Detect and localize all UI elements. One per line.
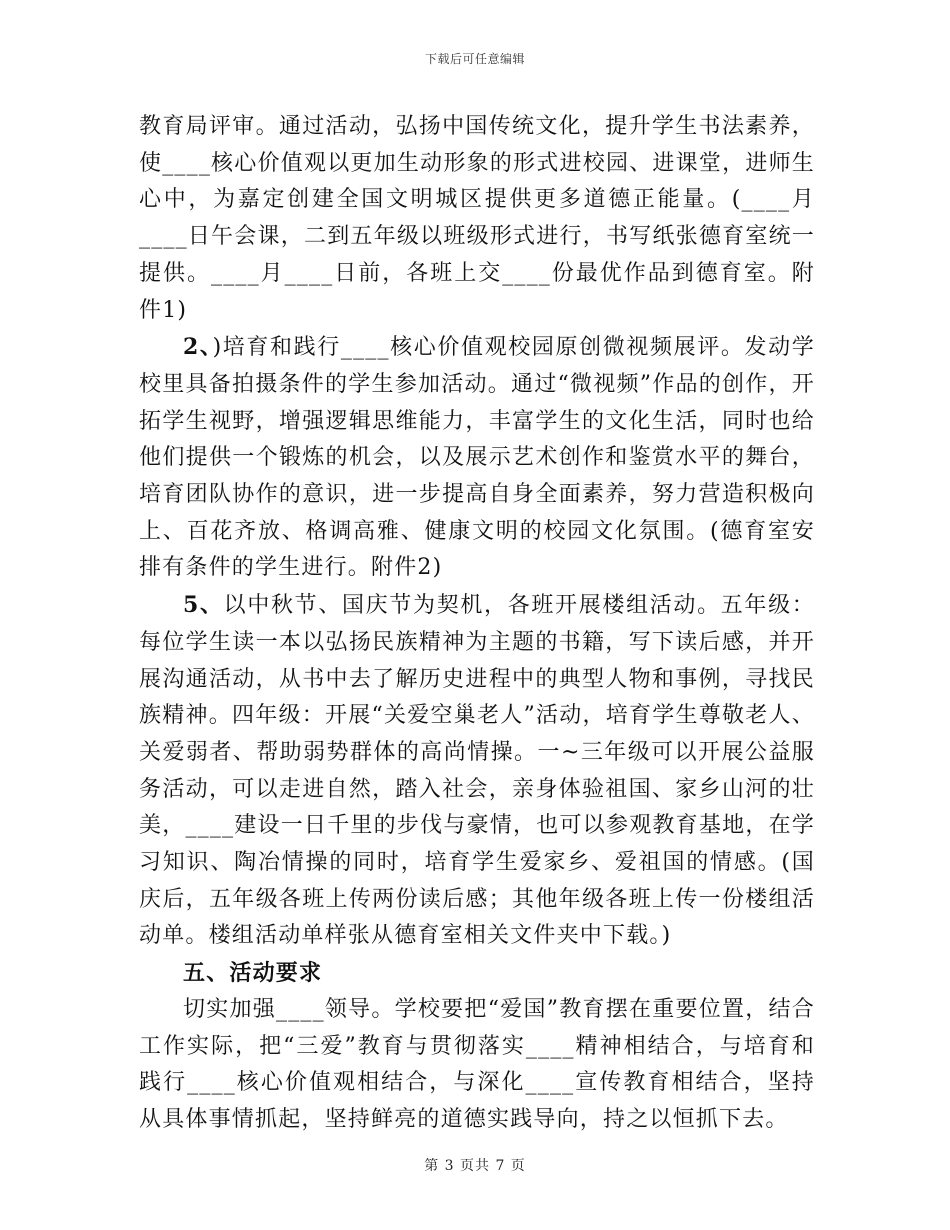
document-body xyxy=(139,109,815,1139)
paragraph-continuation: 教育局评审。通过活动，弘扬中国传统文化，提升学生书法素养，使____核心价值观以更加生动形象的形式进校园、进课堂，进师生心中，为嘉定创建全国文明城区提供更多道德正能量。(____月____日午会课，二到五年级以班级形式进行，书写纸张德育室统一提供。____月____日前，各班上交____份最优作品到德育室。附件1) xyxy=(139,114,815,323)
section-paragraph: 切实加强____领导。学校要把“爱国”教育摆在重要位置，结合工作实际，把“三爱”教育与贯彻落实____精神相结合，与培育和践行____核心价值观相结合，与深化____宣传教育相结合，坚持从具体事情抓起，坚持鲜亮的道德实践导向，持之以恒抓下去。 xyxy=(139,996,815,1132)
list-item-5-text: 以中秋节、国庆节为契机，各班开展楼组活动。五年级：每位学生读一本以弘扬民族精神为主题的书籍，写下读后感，并开展沟通活动，从书中去了解历史进程中的典型人物和事例，寻找民族精神。四年级：开展“关爱空巢老人”活动，培育学生尊敬老人、关爱弱者、帮助弱势群体的高尚情操。一~三年级可以开展公益服务活动，可以走进自然，踏入社会，亲身体验祖国、家乡山河的壮美，____建设一日千里的步伐与豪情，也可以参观教育基地，在学习知识、陶冶情操的同时，培育学生爱家乡、爱祖国的情感。(国庆后，五年级各班上传两份读后感；其他年级各班上传一份楼组活动单。楼组活动单样张从德育室相关文件夹中下载。) xyxy=(139,593,815,949)
list-item-2 xyxy=(139,329,815,587)
list-item-2-number: 2、 xyxy=(183,334,213,361)
page-number: 第 3 页共 7 页 xyxy=(424,1158,526,1174)
list-item-5-number: 5、 xyxy=(183,592,224,619)
list-item-2-text: )培育和践行____核心价值观校园原创微视频展评。发动学校里具备拍摄条件的学生参加活动。通过“微视频”作品的创作，开拓学生视野，增强逻辑思维能力，丰富学生的文化生活，同时也给他们提供一个锻炼的机会，以及展示艺术创作和鉴赏水平的舞台，培育团队协作的意识，进一步提高自身全面素养，努力营造积极向上、百花齐放、格调高雅、健康文明的校园文化氛围。(德育室安排有条件的学生进行。附件2) xyxy=(139,335,815,581)
header-note: 下载后可任意编辑 xyxy=(424,52,525,66)
list-item-5 xyxy=(139,587,815,955)
section-heading: 五、活动要求 xyxy=(183,960,323,987)
